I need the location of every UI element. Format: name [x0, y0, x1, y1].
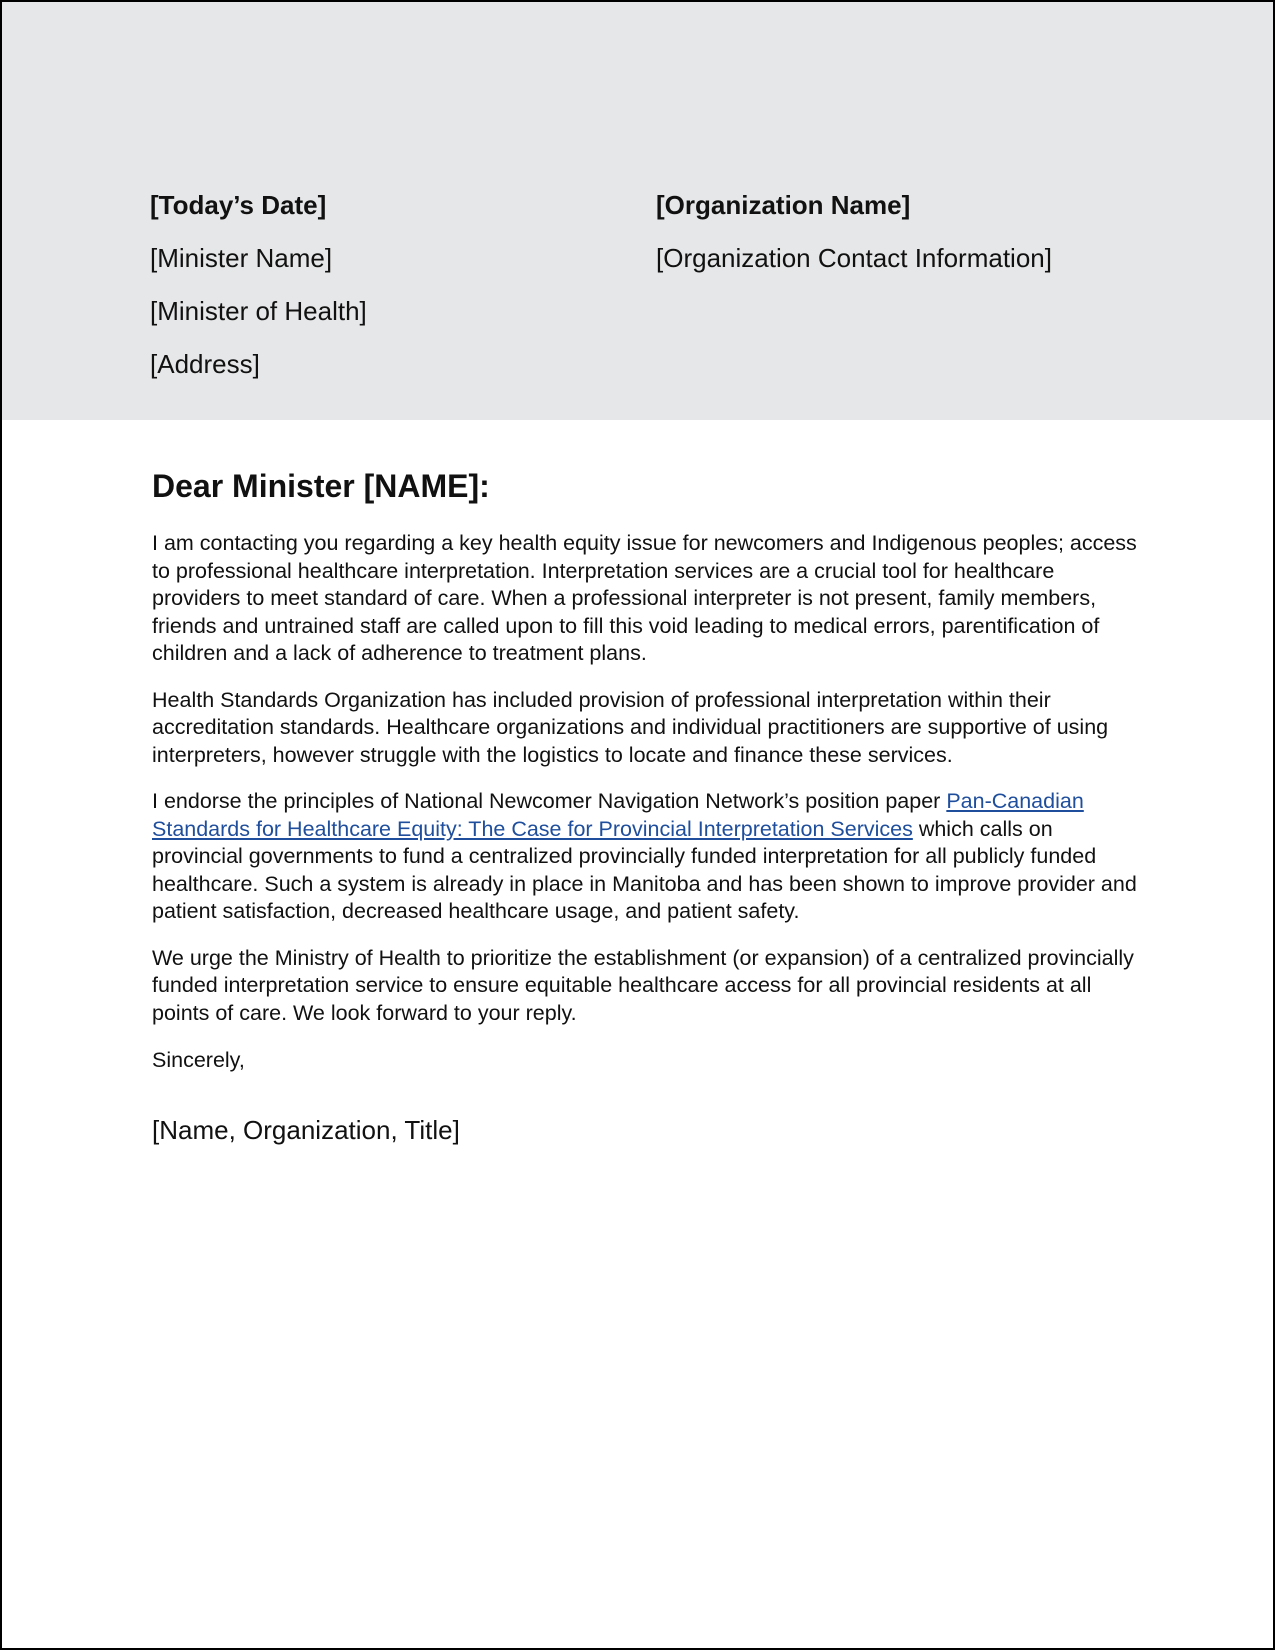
paragraph-4: We urge the Ministry of Health to prioritize the establishment (or expansion) of a centralized provincially funded interpretation service to ensure equitable healthcare access for all provincial residents at all points of care. We look forward to your reply. — [152, 945, 1134, 1025]
paragraph-3-intro: I endorse the principles of National Newcomer Navigation Network’s position paper — [152, 789, 947, 813]
date-placeholder: [Today’s Date] — [150, 190, 327, 220]
salutation: Dear Minister [NAME]: — [152, 468, 490, 504]
paragraph-3 — [152, 788, 1142, 926]
minister-name-placeholder: [Minister Name] — [150, 243, 333, 273]
organization-contact-placeholder: [Organization Contact Information] — [656, 243, 1052, 273]
paragraph-3-rest: which calls on provincial governments to fund a centralized provincially funded interpretation for all publicly funded healthcare. Such a system is already in place in Manitoba and has been shown to improve provider and patient satisfaction, decreased healthcare usage, and patient safety. — [152, 816, 1137, 923]
closing: Sincerely, — [152, 1048, 245, 1072]
letter-body — [152, 466, 1142, 1146]
paragraph-1: I am contacting you regarding a key health equity issue for newcomers and Indigenous peoples; access to professional healthcare interpretation. Interpretation services are a crucial tool for healthcare providers to meet standard of care. When a professional interpreter is not present, family members, friends and untrained staff are called upon to fill this void leading to medical errors, parentification of children and a lack of adherence to treatment plans. — [152, 531, 1137, 665]
signature-placeholder: [Name, Organization, Title] — [152, 1115, 460, 1145]
recipient-block — [150, 190, 367, 402]
organization-name-placeholder: [Organization Name] — [656, 190, 911, 220]
position-paper-link[interactable]: Pan-Canadian Standards for Healthcare Equity: The Case for Provincial Interpretation Services — [152, 789, 1084, 841]
sender-block — [656, 190, 1052, 296]
header-band — [2, 2, 1273, 420]
paragraph-2: Health Standards Organization has included provision of professional interpretation within their accreditation standards. Healthcare organizations and individual practitioners are supportive of using interpreters, however struggle with the logistics to locate and finance these services. — [152, 687, 1109, 767]
minister-title-placeholder: [Minister of Health] — [150, 296, 367, 326]
address-placeholder: [Address] — [150, 349, 260, 379]
